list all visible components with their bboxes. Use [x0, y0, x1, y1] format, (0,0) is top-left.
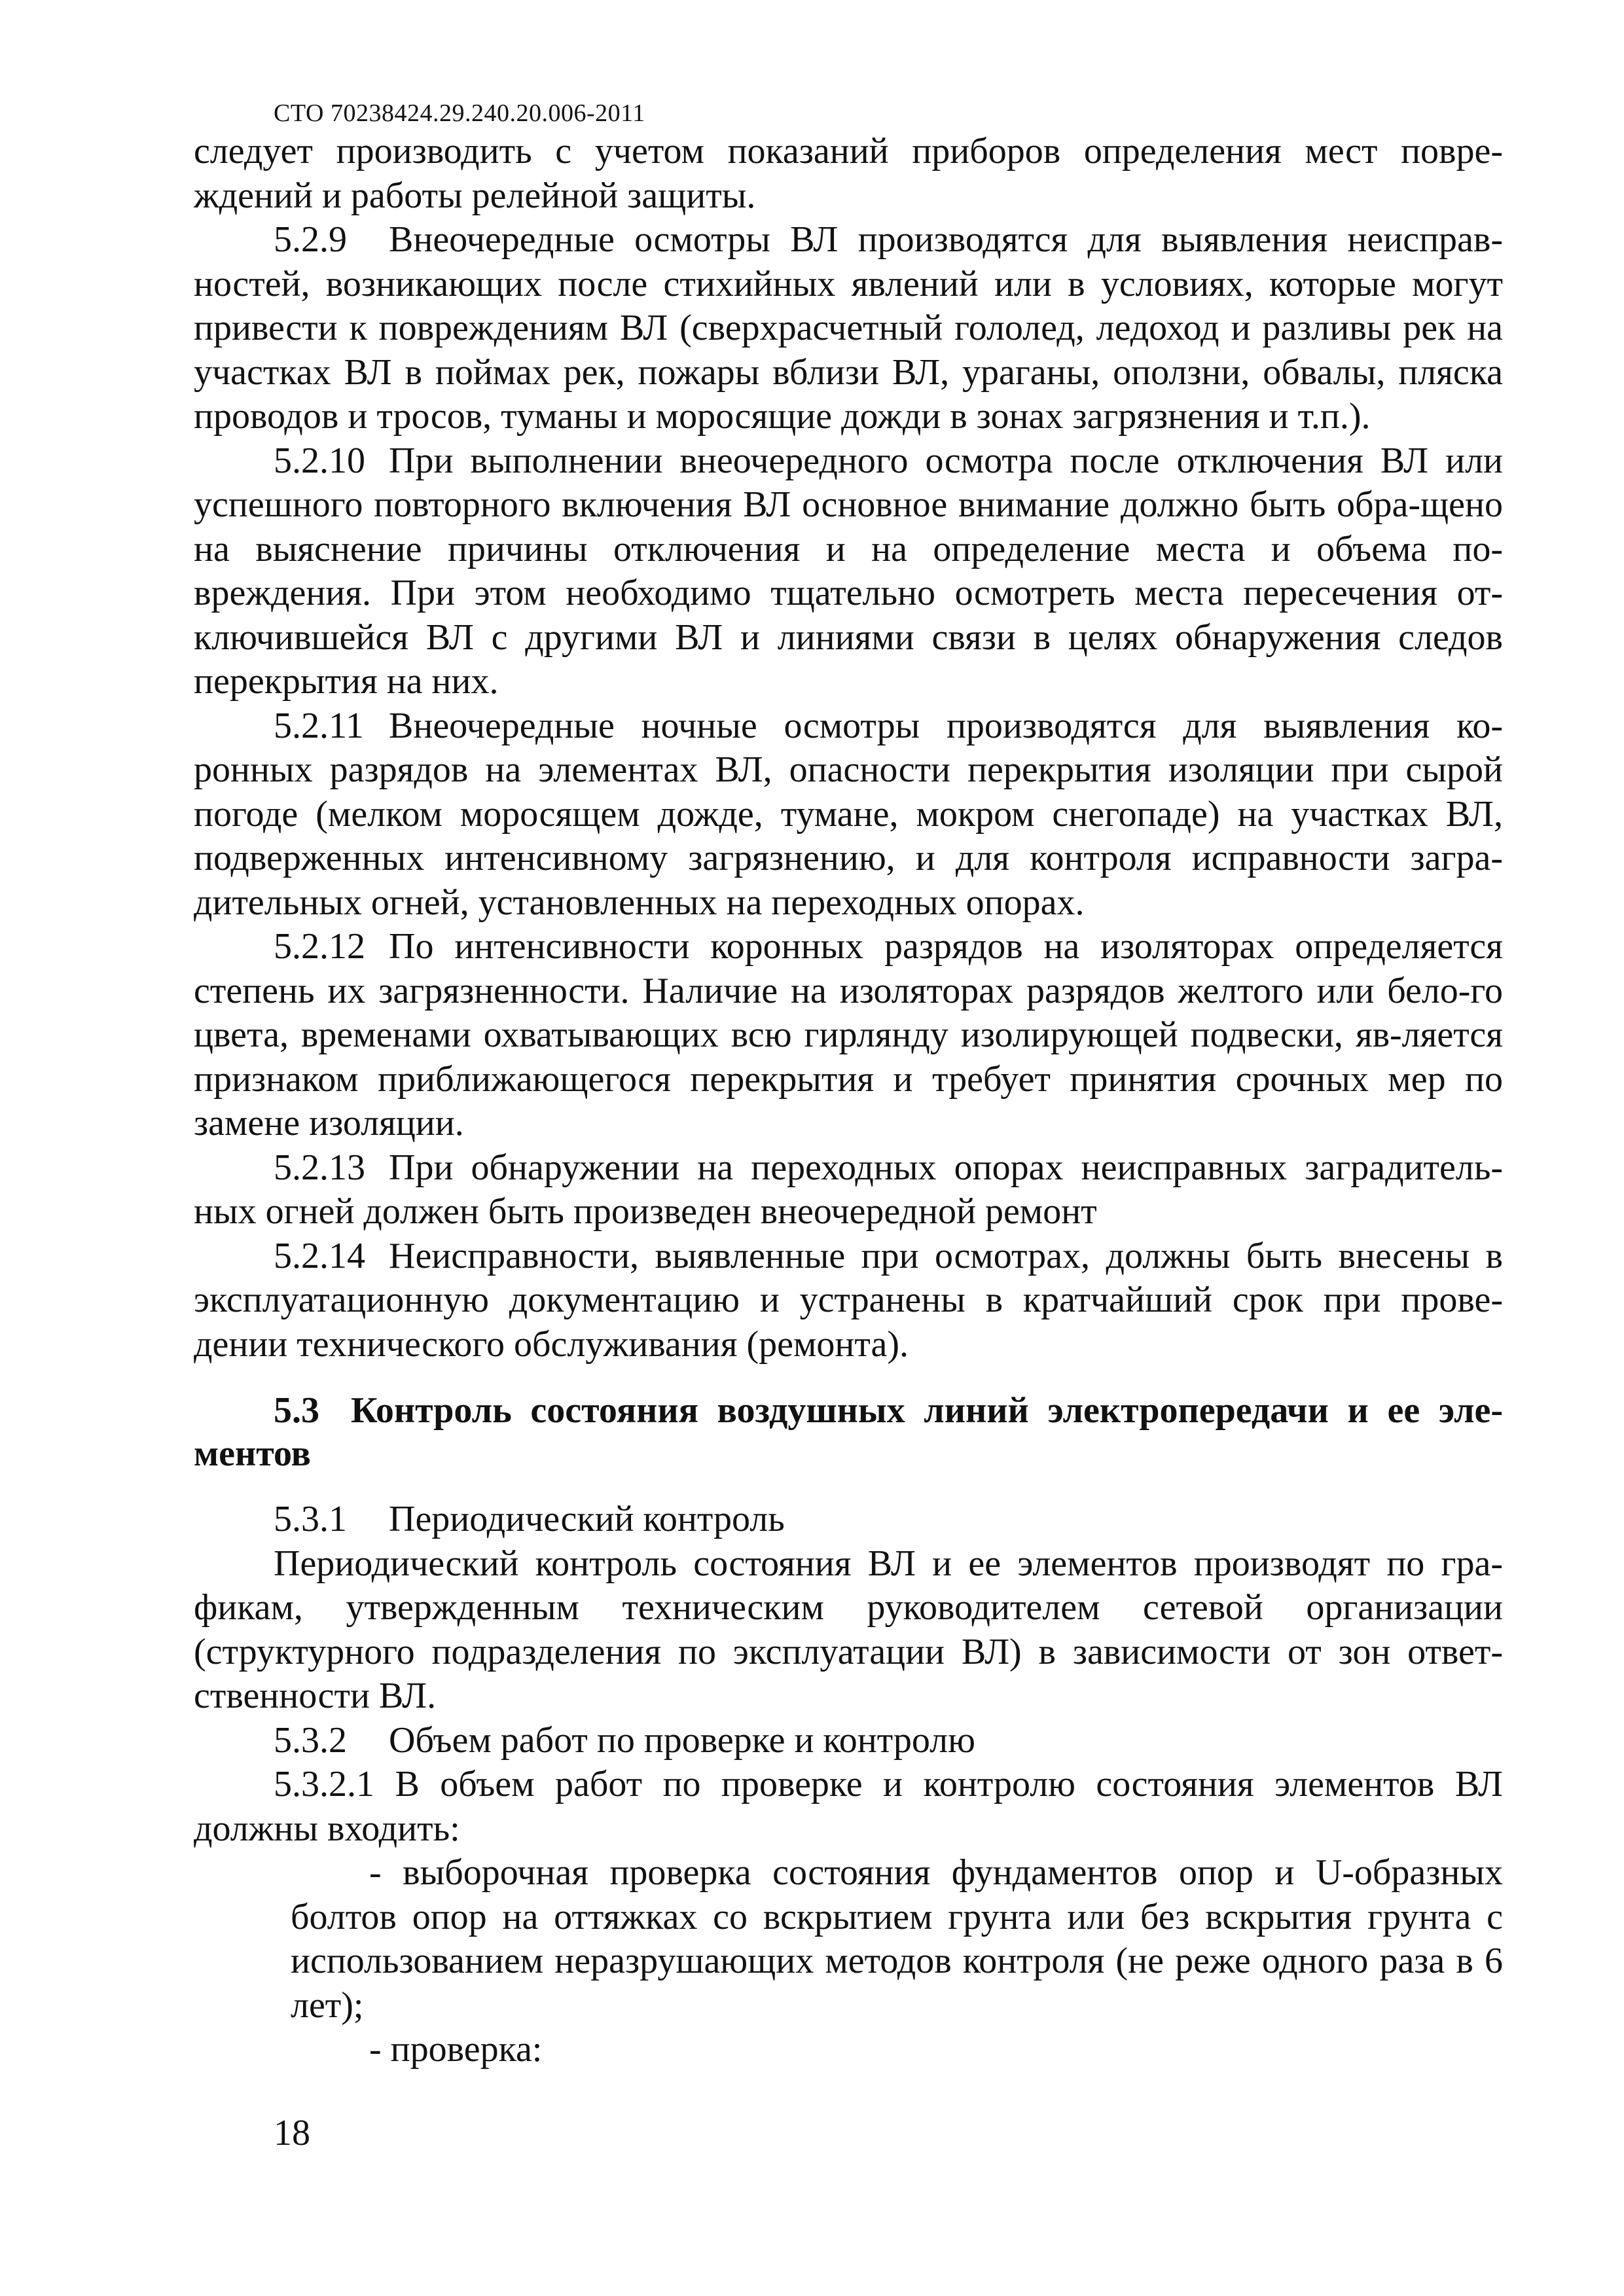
paragraph-5-3-2: [194, 1719, 1503, 1763]
page-number: 18: [274, 2113, 310, 2153]
paragraph-5-2-10: [194, 439, 1503, 704]
clause-text: Внеочередные ночные осмотры производятся для выявления ко-ронных разрядов на элементах ВЛ, опасности перекрытия изоляции при сырой погоде (мелком моросящем дожде, тумане, мокром снегопаде) на участках ВЛ, подверженных интенсивному загрязнению, и для контроля исправности загра-дительных огней, установленных на переходных опорах.: [194, 705, 1503, 923]
clause-text: Периодический контроль: [389, 1499, 785, 1539]
paragraph-5-2-11: [194, 704, 1503, 925]
document-body: [194, 130, 1503, 2072]
document-code-header: СТО 70238424.29.240.20.006-2011: [274, 99, 645, 127]
clause-text: Внеочередные осмотры ВЛ производятся для выявления неисправ-ностей, возникающих после стихийных явлений или в условиях, которые могут привести к повреждениям ВЛ (сверхрасчетный гололед, ледоход и разливы рек на участках ВЛ в поймах рек, пожары вблизи ВЛ, ураганы, оползни, обвалы, пляска проводов и тросов, туманы и моросящие дожди в зонах загрязнения и т.п.).: [194, 219, 1503, 437]
clause-number: 5.3.2: [274, 1719, 347, 1761]
clause-text: В объем работ по проверке и контролю состояния элементов ВЛ должны входить:: [194, 1764, 1504, 1849]
paragraph-5-3-2-1: [194, 1763, 1503, 1851]
paragraph-periodic-control: Периодический контроль состояния ВЛ и ее элементов производят по гра-фикам, утвержденным техническим руководителем сетевой организации (структурного подразделения по эксплуатации ВЛ) в зависимости от зон ответ-ственности ВЛ.: [194, 1543, 1503, 1716]
clause-number: 5.2.13: [274, 1147, 365, 1188]
clause-number: 5.2.14: [274, 1235, 365, 1276]
list-item: - выборочная проверка состояния фундаментов опор и U-образных болтов опор на оттяжках со вскрытием грунта или без вскрытия грунта с использованием неразрушающих методов контроля (не реже одного раза в 6 лет);: [291, 1852, 1503, 2026]
section-title: Контроль состояния воздушных линий электропередачи и ее эле-ментов: [194, 1390, 1503, 1474]
clause-text: По интенсивности коронных разрядов на изоляторах определяется степень их загрязненности. Наличие на изоляторах разрядов желтого или бело-го цвета, временами охватывающих всю гирлянду изолирующей подвески, яв-ляется признаком приближающегося перекрытия и требует принятия срочных мер по замене изоляции.: [194, 926, 1503, 1143]
clause-number: 5.2.9: [274, 219, 347, 260]
clause-number: 5.3.1: [274, 1499, 347, 1539]
clause-text: При выполнении внеочередного осмотра после отключения ВЛ или успешного повторного включения ВЛ основное внимание должно быть обра-щено на выяснение причины отключения и на определение места и объема по-вреждения. При этом необходимо тщательно осмотреть места пересечения от-ключившейся ВЛ с другими ВЛ и линиями связи в целях обнаружения следов перекрытия на них.: [194, 440, 1503, 702]
clause-number: 5.2.12: [274, 926, 365, 967]
clause-number: 5.2.10: [274, 440, 365, 481]
requirements-list: [194, 1851, 1503, 2072]
paragraph-continuation: следует производить с учетом показаний приборов определения мест повре-ждений и работы релейной защиты.: [194, 131, 1503, 216]
paragraph-5-3-1: [194, 1498, 1503, 1542]
section-heading-5-3: [194, 1389, 1503, 1475]
paragraph-5-2-9: [194, 218, 1503, 439]
section-number: 5.3: [274, 1390, 319, 1431]
paragraph-5-2-14: [194, 1234, 1503, 1367]
clause-text: Неисправности, выявленные при осмотрах, должны быть внесены в эксплуатационную документацию и устранены в кратчайший срок при прове-дении технического обслуживания (ремонта).: [194, 1235, 1503, 1365]
paragraph-5-2-13: [194, 1146, 1503, 1234]
clause-text: При обнаружении на переходных опорах неисправных заградитель-ных огней должен быть произведен внеочередной ремонт: [194, 1147, 1503, 1232]
clause-number: 5.2.11: [274, 705, 364, 746]
clause-text: Объем работ по проверке и контролю: [389, 1719, 975, 1761]
list-item: - проверка:: [369, 2029, 543, 2070]
clause-number: 5.3.2.1: [274, 1764, 374, 1804]
paragraph-5-2-12: [194, 925, 1503, 1146]
